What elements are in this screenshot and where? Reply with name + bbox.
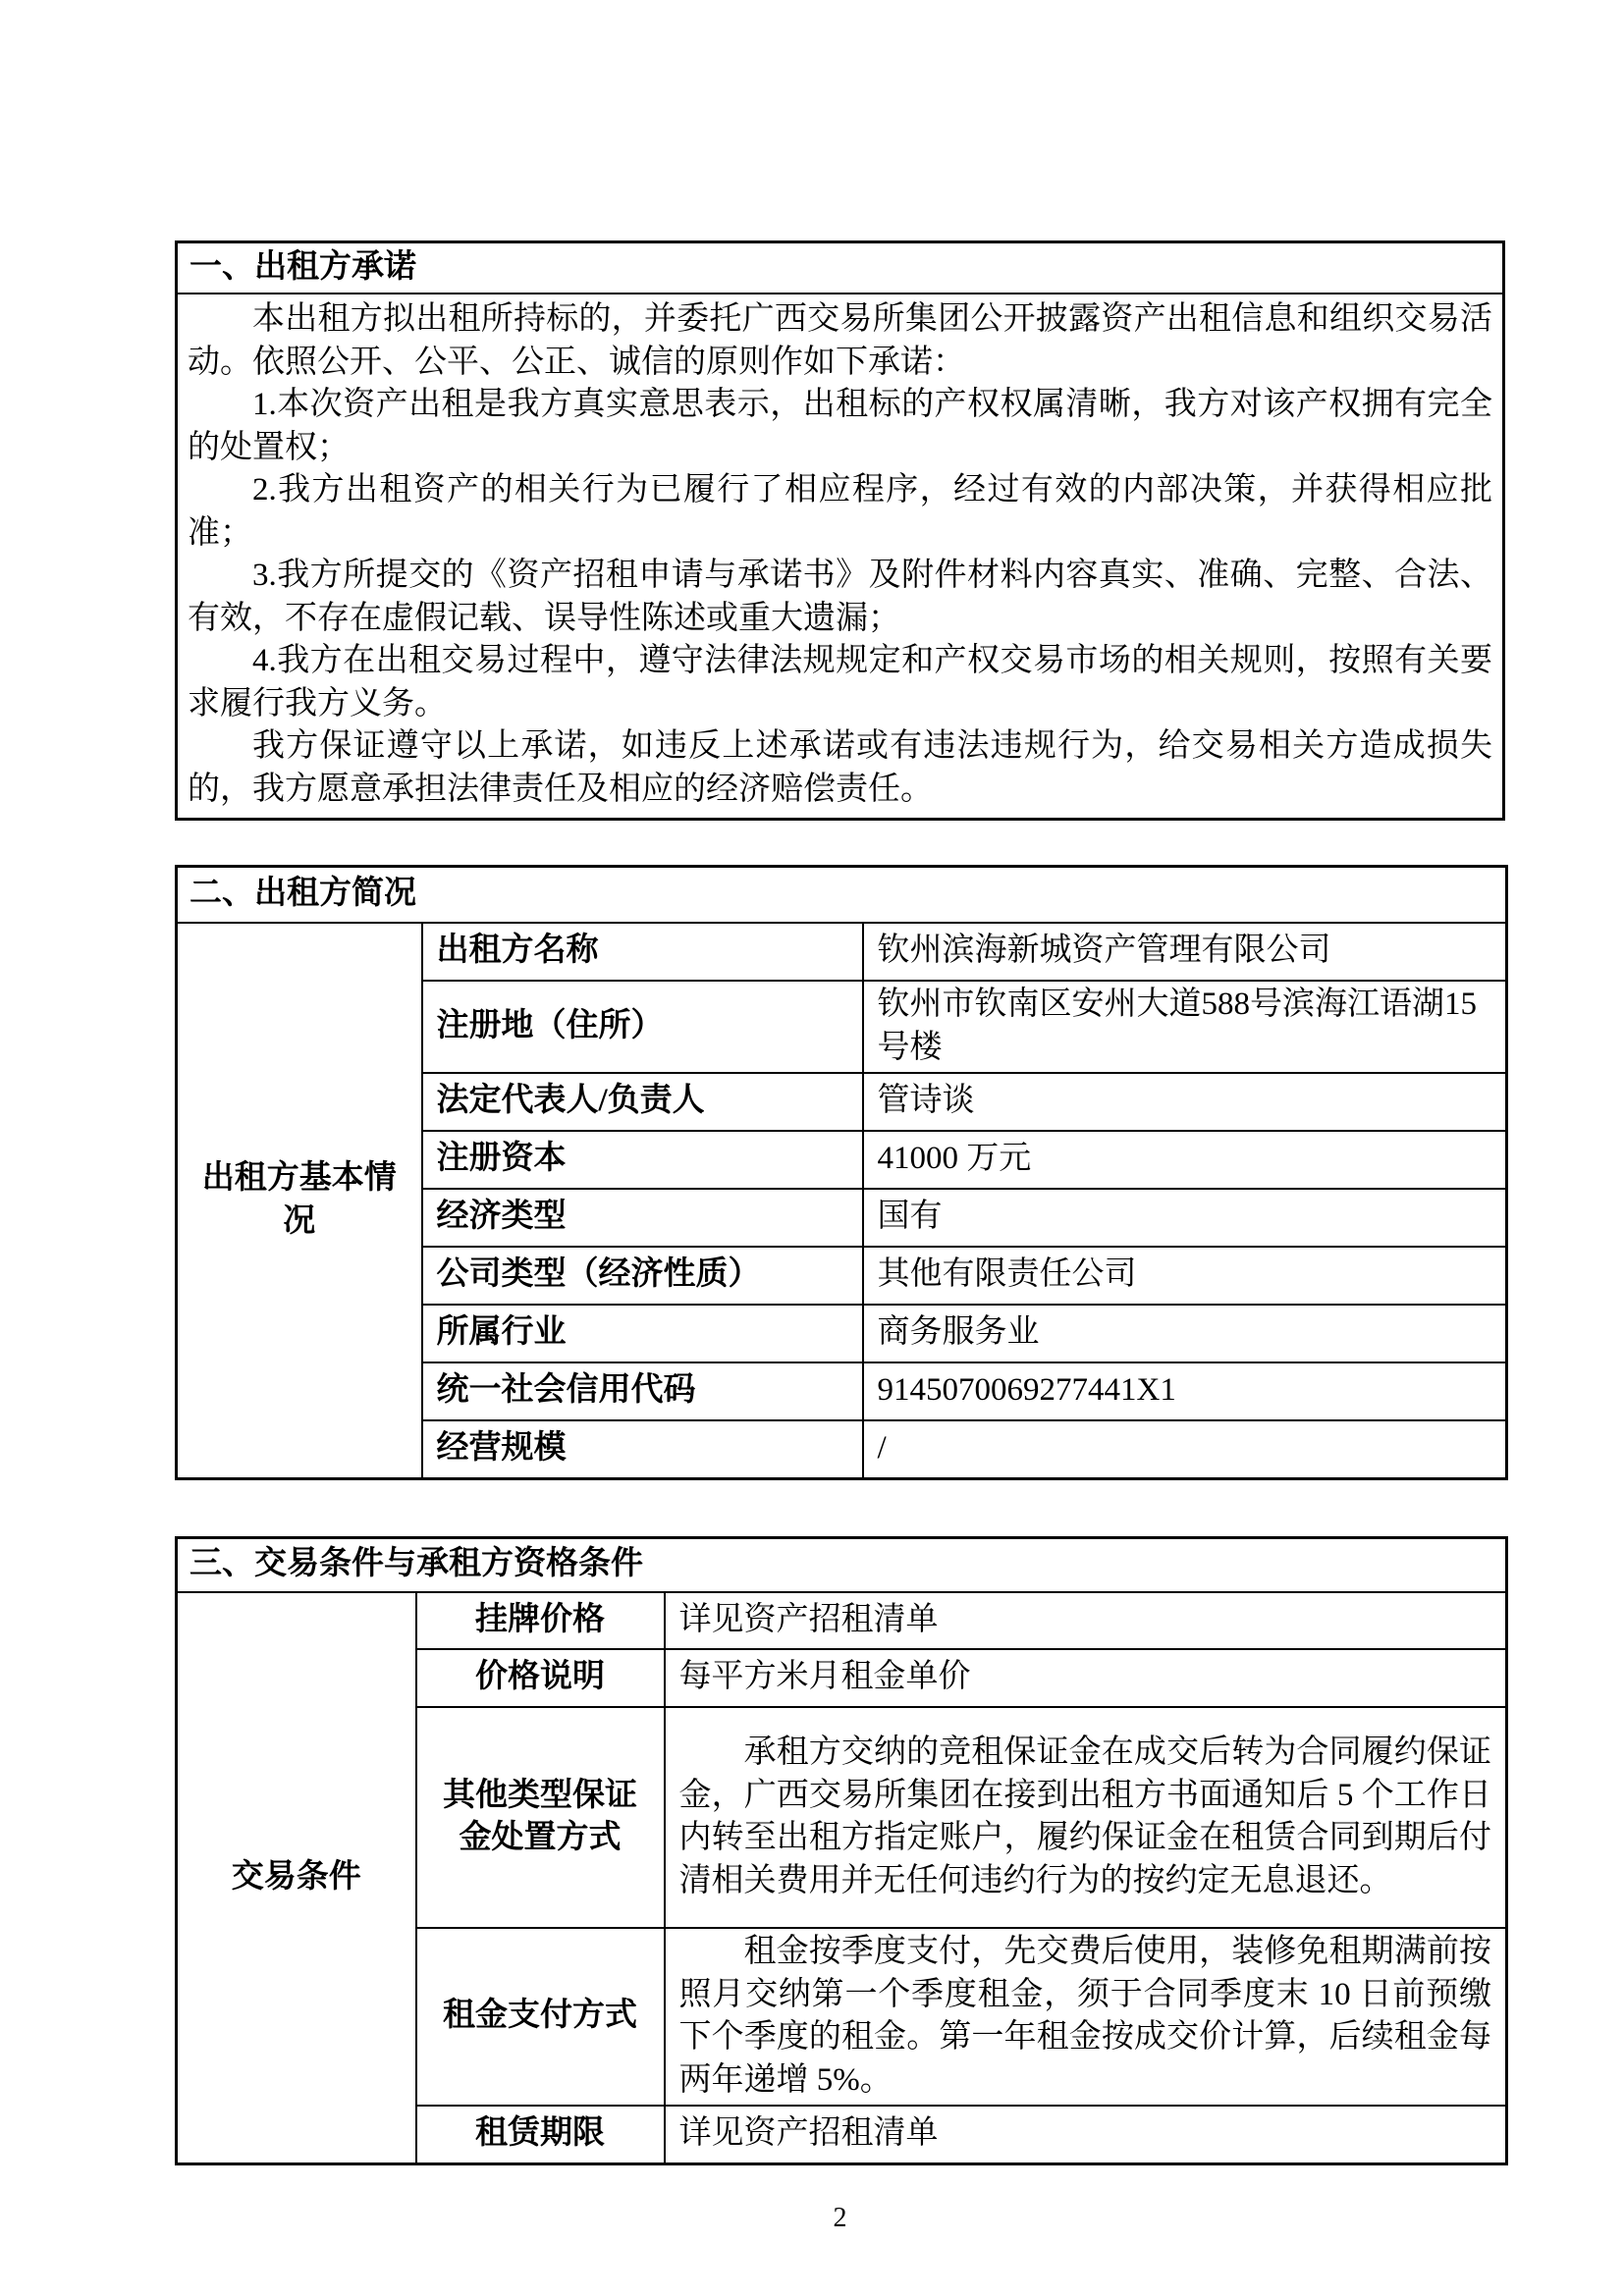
field-label: 价格说明 (416, 1649, 665, 1707)
page-number: 2 (833, 2202, 847, 2233)
section-spacer (175, 1480, 1505, 1536)
field-label: 其他类型保证金处置方式 (416, 1707, 665, 1928)
field-value: 41000 万元 (863, 1131, 1507, 1189)
field-label: 法定代表人/负责人 (422, 1073, 863, 1131)
field-label: 注册地（住所） (422, 981, 863, 1073)
field-value: 钦州滨海新城资产管理有限公司 (863, 923, 1507, 981)
commitment-paragraph: 3.我方所提交的《资产招租申请与承诺书》及附件材料内容真实、准确、完整、合法、有效，不存在虚假记载、误导性陈述或重大遗漏； (188, 558, 1492, 636)
field-label: 经济类型 (422, 1189, 863, 1247)
table-row (177, 1592, 1507, 1649)
field-value: 商务服务业 (863, 1305, 1507, 1362)
field-value: 每平方米月租金单价 (665, 1649, 1507, 1707)
field-value: 9145070069277441X1 (863, 1362, 1507, 1420)
field-value: 详见资产招租清单 (665, 2106, 1507, 2164)
section3-group-label: 交易条件 (177, 1592, 416, 2164)
field-value (665, 1707, 1507, 1928)
section2-header-row (177, 866, 1507, 923)
field-label: 公司类型（经济性质） (422, 1247, 863, 1305)
field-label: 租金支付方式 (416, 1928, 665, 2106)
table-row (177, 923, 1507, 981)
field-value (665, 1928, 1507, 2106)
field-label: 经营规模 (422, 1420, 863, 1479)
section3-title: 三、交易条件与承租方资格条件 (177, 1537, 1507, 1592)
commitment-paragraph: 我方保证遵守以上承诺，如违反上述承诺或有违法违规行为，给交易相关方造成损失的，我方愿意承担法律责任及相应的经济赔偿责任。 (188, 728, 1492, 808)
field-label: 注册资本 (422, 1131, 863, 1189)
field-label: 挂牌价格 (416, 1592, 665, 1649)
section1-header-row (177, 242, 1504, 294)
section3-header-row (177, 1537, 1507, 1592)
section1-body-cell (177, 294, 1504, 819)
section3-table (175, 1536, 1508, 2165)
field-label: 所属行业 (422, 1305, 863, 1362)
field-label: 出租方名称 (422, 923, 863, 981)
document-content (175, 240, 1505, 2234)
commitment-paragraph: 4.我方在出租交易过程中，遵守法律法规规定和产权交易市场的相关规则，按照有关要求履行我方义务。 (188, 643, 1492, 721)
commitment-paragraph: 本出租方拟出租所持标的，并委托广西交易所集团公开披露资产出租信息和组织交易活动。依照公开、公平、公正、诚信的原则作如下承诺： (188, 301, 1492, 380)
field-value: 管诗谈 (863, 1073, 1507, 1131)
section1-table (175, 240, 1505, 821)
section-spacer (175, 821, 1505, 865)
commitment-paragraph: 1.本次资产出租是我方真实意思表示，出租标的产权权属清晰，我方对该产权拥有完全的处置权； (188, 387, 1492, 465)
section2-title: 二、出租方简况 (177, 866, 1507, 923)
section1-title: 一、出租方承诺 (177, 242, 1504, 294)
field-value: 钦州市钦南区安州大道588号滨海江语湖15号楼 (863, 981, 1507, 1073)
section2-table (175, 865, 1508, 1480)
field-value-text: 承租方交纳的竞租保证金在成交后转为合同履约保证金，广西交易所集团在接到出租方书面通知后 5 个工作日内转至出租方指定账户，履约保证金在租赁合同到期后付清相关费用并无任何违约行为的按约定无息退还。 (678, 1734, 1491, 1898)
field-value: / (863, 1420, 1507, 1479)
field-value: 国有 (863, 1189, 1507, 1247)
field-value-text: 租金按季度支付，先交费后使用，装修免租期满前按照月交纳第一个季度租金，须于合同季度末 10 日前预缴下个季度的租金。第一年租金按成交价计算，后续租金每两年递增 5%。 (678, 1933, 1491, 2098)
commitment-paragraph: 2.我方出租资产的相关行为已履行了相应程序，经过有效的内部决策，并获得相应批准； (188, 472, 1492, 551)
field-label: 统一社会信用代码 (422, 1362, 863, 1420)
section2-group-label: 出租方基本情况 (177, 923, 422, 1479)
section1-body-row (177, 294, 1504, 819)
field-label: 租赁期限 (416, 2106, 665, 2164)
field-value: 其他有限责任公司 (863, 1247, 1507, 1305)
field-value: 详见资产招租清单 (665, 1592, 1507, 1649)
